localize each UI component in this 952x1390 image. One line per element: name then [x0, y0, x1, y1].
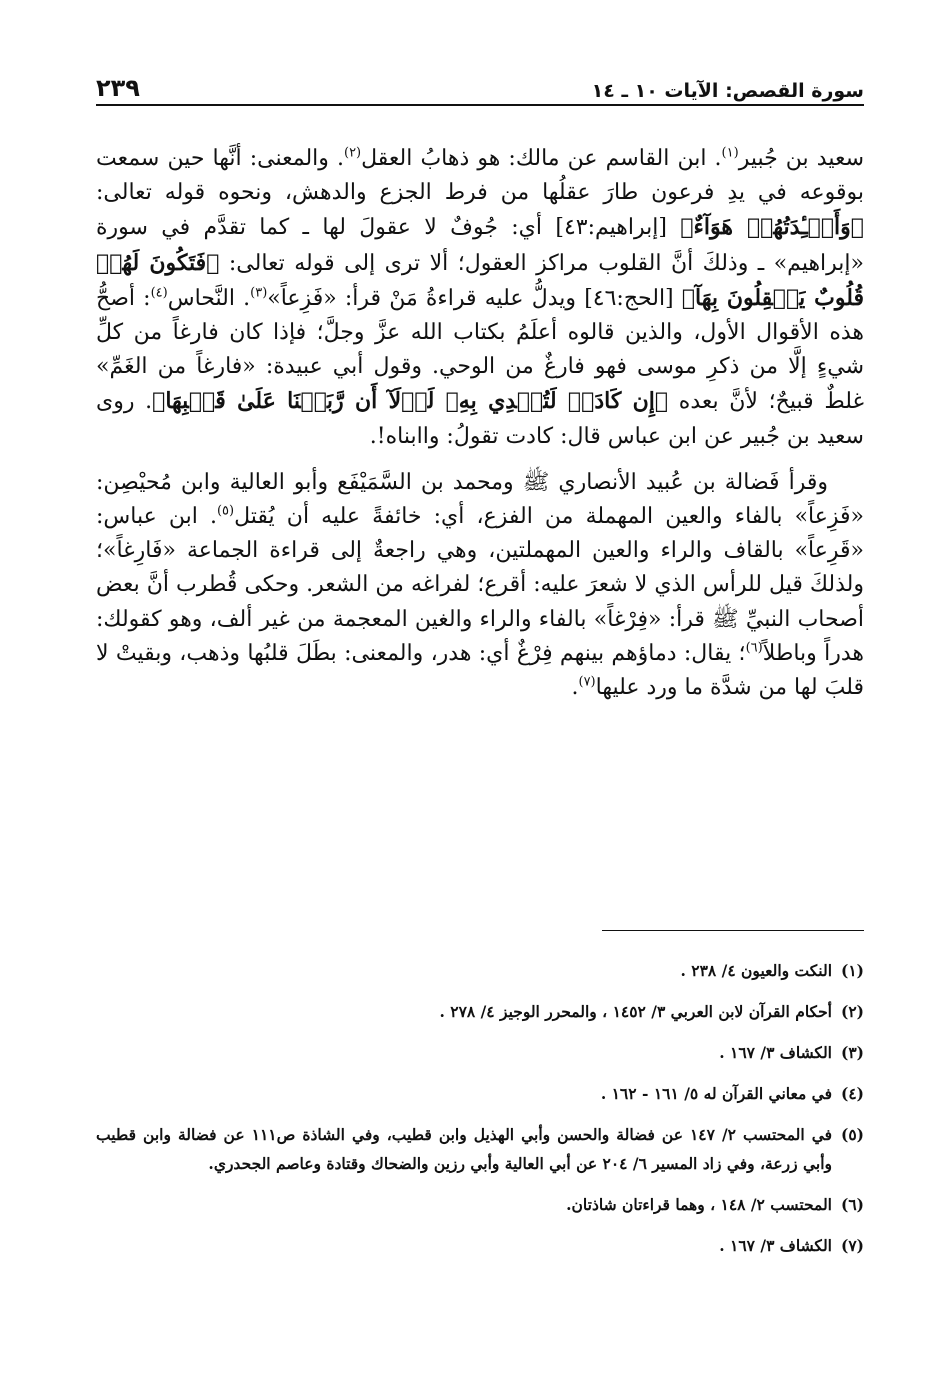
text-span: . روى سعيد بن جُبير عن ابن عباس قال: كادت تقولُ: واابناه!.: [96, 389, 864, 449]
footnote-ref-5[interactable]: (٥): [216, 503, 235, 519]
footnote-text: الكشاف ٣/ ١٦٧ .: [719, 1043, 832, 1062]
main-text: [96, 142, 864, 705]
footnote-ref-2[interactable]: (٢): [343, 145, 362, 161]
footnote-item: [96, 1231, 864, 1260]
footnote-ref-3[interactable]: (٣): [250, 285, 268, 301]
footnote-ref-6[interactable]: (٦): [745, 640, 763, 656]
page-number: ٢٣٩: [96, 74, 140, 102]
footnote-item: [96, 1079, 864, 1108]
quran-verse-1: ﴿وَأَفۡـِٔدَتُهُمۡ هَوَآءٌ﴾: [680, 214, 864, 241]
footnote-text: أحكام القرآن لابن العربي ٣/ ١٤٥٢ ، والمحرر الوجيز ٤/ ٢٧٨ .: [439, 1002, 832, 1021]
footnote-text: النكت والعيون ٤/ ٢٣٨ .: [680, 961, 832, 980]
text-span: [الحج:٤٦] ويدلُّ عليه قراءةُ مَنْ قرأ: «فَزِعاً»: [267, 285, 674, 311]
footnote-ref-1[interactable]: (١): [721, 145, 739, 161]
footnote-text: في معاني القرآن له ٥/ ١٦١ - ١٦٢ .: [600, 1084, 832, 1103]
paragraph-2: [96, 466, 864, 705]
footnote-item: [96, 956, 864, 985]
text-span: : أصحُّ هذه الأقوال الأول، والذين قالوه أعلَمُ بكتاب الله عزَّ وجلَّ؛ فإذا كان فارغاً من كلِّ شيءٍ إلَّا من ذكرِ موسى فهو فارغٌ من الوحي. وقول أبي عبيدة: «فارغاً من الغَمِّ» غلطٌ قبيحٌ؛ لأنَّ بعده: [96, 285, 864, 415]
text-span: . ابن عباس: «قَرِعاً» بالقاف والراء والعين المهملتين، وهي راجعةٌ إلى قراءة الجماعة «فَارِغاً»؛ ولذلكَ قيل للرأس الذي لا شعرَ عليه: أقرع؛ لفراغه من الشعر. وحكى قُطرب أنَّ بعض أصحاب النبيِّ ﷺ قرأ: «فِرْغاً» بالفاء والراء والغين المعجمة من غير ألف، وهو كقولك: هدراً وباطلاً: [96, 504, 864, 666]
footnote-item: [96, 1190, 864, 1219]
footnote-text: المحتسب ٢/ ١٤٨ ، وهما قراءتان شاذتان.: [566, 1195, 832, 1214]
footnote-item: [96, 1120, 864, 1178]
footnote-text: الكشاف ٣/ ١٦٧ .: [719, 1236, 832, 1255]
paragraph-1: [96, 142, 864, 454]
text-span: سعيد بن جُبير: [738, 146, 865, 171]
footnote-number: (٢): [840, 1002, 864, 1021]
page-header: [96, 66, 864, 102]
running-title: سورة القصص: الآيات ١٠ ـ ١٤: [591, 80, 864, 102]
text-span: وقرأ فَضالة بن عُبيد الأنصاري ﷺ ومحمد بن السَّمَيْفَع وأبو العالية وابن مُحيْصِن: «فَزِعاً» بالفاء والعين المهملة من الفزع، أي: خائفةً عليه أن يُقتل: [96, 469, 864, 530]
footnote-item: [96, 997, 864, 1026]
header-rule: [96, 104, 864, 106]
footnote-number: (٥): [840, 1125, 864, 1144]
text-span: [إبراهيم:٤٣] أي: جُوفٌ لا عقولَ لها ـ كما تقدَّم في سورة «إبراهيم» ـ وذلكَ أنَّ القلوب مراكز العقول؛ ألا ترى إلى قوله تعالى:: [96, 215, 864, 276]
text-span: ؛ يقال: دماؤهم بينهم فِرْغٌ أي: هدر، والمعنى: بطَلَ قلبُها وذهب، وبقيتْ لا قلبَ لها من شدَّة ما ورد عليها: [96, 640, 864, 701]
quran-verse-3: ﴿إِن كَادَتۡ لَتُبۡدِي بِهِۦ لَوۡلَآ أَن رَّبَطۡنَا عَلَىٰ قَلۡبِهَا﴾: [152, 388, 669, 415]
footnote-number: (٦): [840, 1195, 864, 1214]
footnote-number: (١): [840, 961, 864, 980]
text-span: . ابن القاسم عن مالك: هو ذهابُ العقل: [361, 146, 722, 171]
footnote-number: (٣): [840, 1043, 864, 1062]
text-span: . النَّحاس: [167, 285, 251, 311]
footnote-number: (٧): [840, 1236, 864, 1255]
footnote-ref-4[interactable]: (٤): [150, 285, 168, 301]
footnote-item: [96, 1038, 864, 1067]
text-span: .: [571, 675, 579, 701]
footnote-number: (٤): [840, 1084, 864, 1103]
footnote-text: في المحتسب ٢/ ١٤٧ عن فضالة والحسن وأبي الهذيل وابن قطيب، وفي الشاذة ص١١١ عن فضالة وابن قطيب وأبي زرعة، وفي زاد المسير ٦/ ٢٠٤ عن أبي العالية وأبي رزين والضحاك وقتادة وعاصم الجحدري.: [96, 1125, 833, 1173]
text-span: . والمعنى: أنَّها حين سمعت بوقوعه في يدِ فرعون طارَ عقلُها من فرط الجزع والدهش، ونحوه قوله تعالى:: [96, 146, 864, 206]
quran-verse-2: ﴿فَتَكُونَ لَهُمۡ قُلُوبٌ يَعۡقِلُونَ بِهَآ﴾: [96, 249, 865, 311]
footnotes: [96, 956, 864, 1272]
footnote-separator: [602, 930, 864, 931]
footnote-ref-7[interactable]: (٧): [578, 674, 596, 690]
